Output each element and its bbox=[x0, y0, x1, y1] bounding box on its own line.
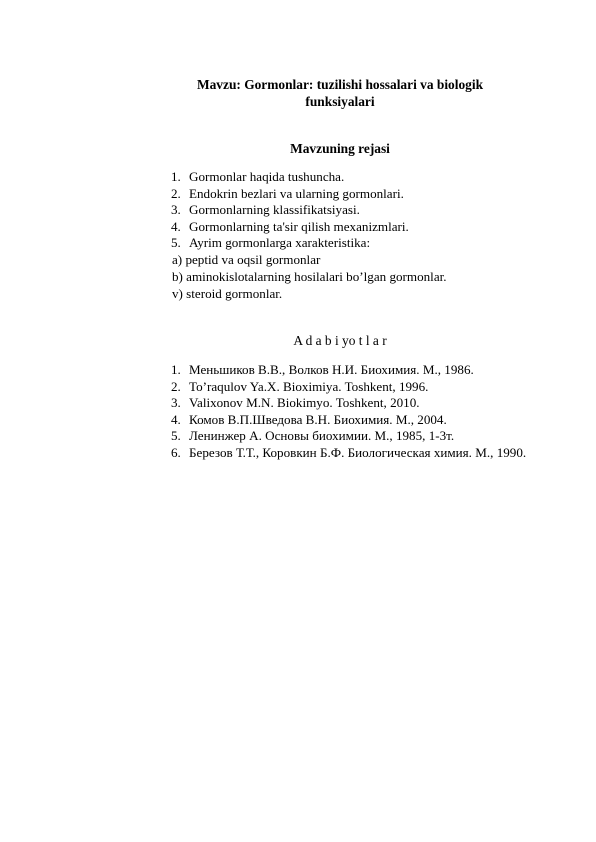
list-item bbox=[171, 428, 526, 445]
list-item bbox=[171, 169, 409, 186]
list-item-text: Valixonov M.N. Biokimyo. Toshkent, 2010. bbox=[189, 395, 420, 411]
list-item bbox=[171, 186, 409, 203]
sublist-item: b) aminokislotalarning hosilalari bo’lgan gormonlar. bbox=[172, 268, 447, 284]
references-heading: A d a b i yo t l a r bbox=[293, 333, 387, 348]
title-line-1: Mavzu: Gormonlar: tuzilishi hossalari va biologik bbox=[196, 77, 484, 92]
list-item-text: Комов В.П.Шведова В.Н. Биохимия. М., 2004. bbox=[189, 411, 447, 427]
list-item bbox=[171, 362, 526, 379]
list-item-number: 4. bbox=[171, 411, 181, 427]
list-item-number: 3. bbox=[171, 202, 181, 218]
list-item bbox=[171, 219, 409, 236]
list-item-number: 1. bbox=[171, 169, 181, 184]
document-title bbox=[150, 76, 530, 110]
list-item-number: 5. bbox=[171, 235, 181, 251]
list-item-number: 2. bbox=[171, 185, 181, 201]
list-item-text: Березов Т.Т., Коровкин Б.Ф. Биологическая химия. М., 1990. bbox=[189, 444, 527, 460]
list-item-text: Меньшиков В.В., Волков Н.И. Биохимия. М., 1986. bbox=[189, 362, 474, 377]
list-item-text: Endokrin bezlari va ularning gormonlari. bbox=[189, 185, 404, 201]
list-item-number: 6. bbox=[171, 444, 181, 460]
plan-list bbox=[171, 169, 409, 252]
list-item bbox=[171, 412, 526, 429]
list-item-number: 1. bbox=[171, 362, 181, 377]
title-line-2: funksiyalari bbox=[305, 94, 375, 109]
sublist-item: a) peptid va oqsil gormonlar bbox=[172, 252, 321, 267]
list-item bbox=[171, 379, 526, 396]
list-item-text: Ayrim gormonlarga xarakteristika: bbox=[189, 235, 371, 251]
list-item-text: Gormonlarning ta'sir qilish mexanizmlari. bbox=[189, 218, 409, 234]
list-item bbox=[171, 202, 409, 219]
list-item-text: To’raqulov Ya.X. Bioximiya. Toshkent, 1996. bbox=[189, 378, 429, 394]
list-item bbox=[171, 445, 526, 462]
plan-sublist bbox=[172, 252, 447, 302]
sublist-item: v) steroid gormonlar. bbox=[172, 285, 283, 301]
list-item-text: Gormonlar haqida tushuncha. bbox=[189, 169, 345, 184]
list-item bbox=[171, 235, 409, 252]
list-item bbox=[171, 395, 526, 412]
list-item-text: Gormonlarning klassifikatsiyasi. bbox=[189, 202, 360, 218]
plan-heading: Mavzuning rejasi bbox=[290, 141, 390, 156]
references-list bbox=[171, 362, 526, 462]
list-item-number: 2. bbox=[171, 378, 181, 394]
list-item-number: 3. bbox=[171, 395, 181, 411]
list-item-text: Ленинжер А. Основы биохимии. М., 1985, 1-3т. bbox=[189, 428, 455, 444]
list-item-number: 5. bbox=[171, 428, 181, 444]
list-item-number: 4. bbox=[171, 218, 181, 234]
